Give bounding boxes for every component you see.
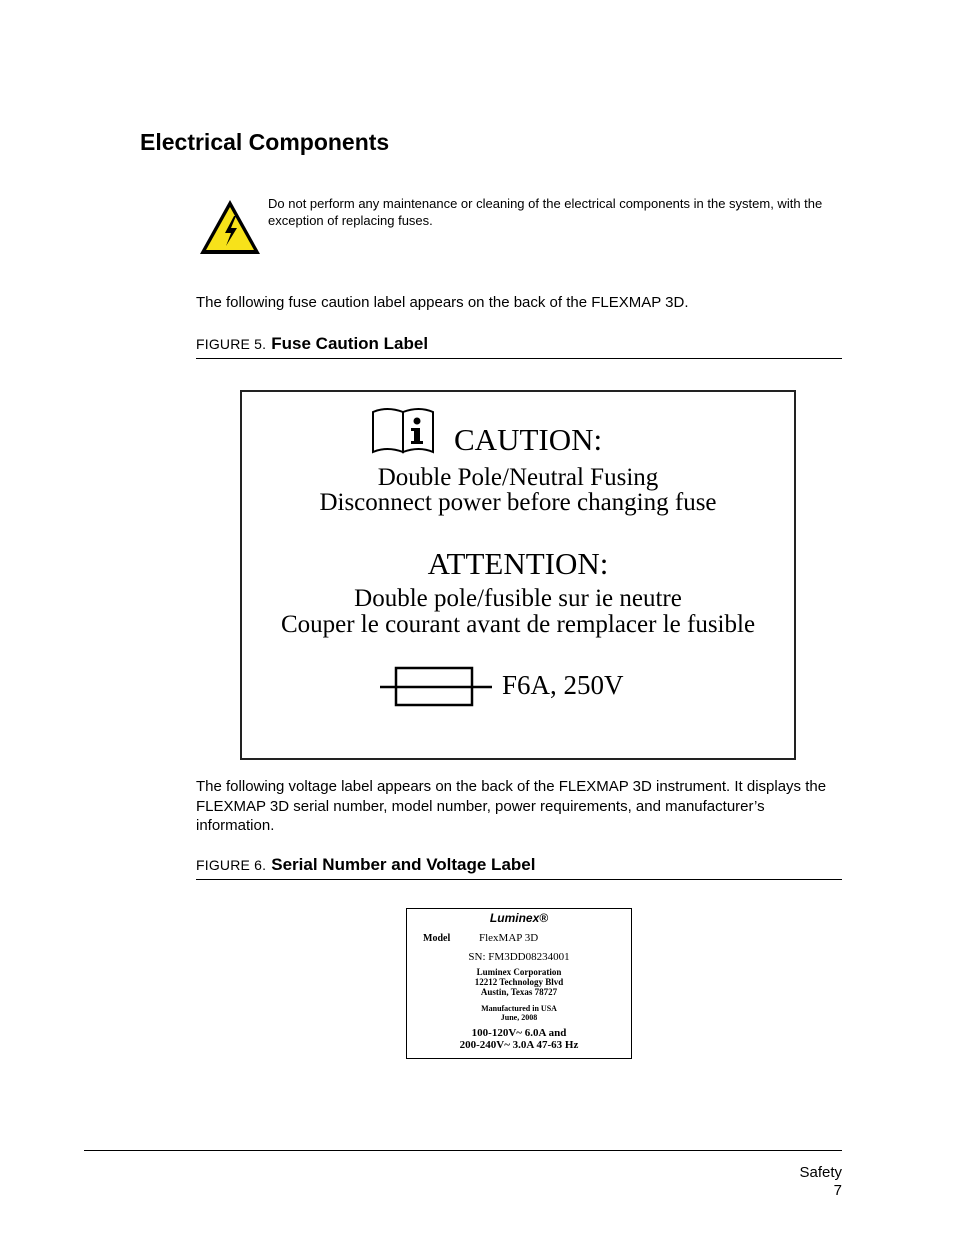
caution-line-2: Disconnect power before changing fuse — [319, 489, 717, 516]
manual-info-icon — [370, 406, 436, 456]
address-line-2: Austin, Texas 78727 — [480, 987, 558, 997]
figure-title: Serial Number and Voltage Label — [271, 855, 536, 874]
electrical-hazard-icon — [197, 197, 263, 257]
figure-number: FIGURE 5. — [196, 336, 267, 352]
fuse-label-intro: The following fuse caution label appears on the back of the FLEXMAP 3D. — [196, 294, 689, 311]
serial-voltage-label — [406, 908, 632, 1059]
attention-line-2: Couper le courant avant de remplacer le fusible — [280, 611, 756, 638]
attention-line-1: Double pole/fusible sur ie neutre — [354, 585, 682, 612]
page-number: 7 — [833, 1182, 842, 1199]
model-label: Model — [423, 933, 451, 944]
voltage-label-intro: The following voltage label appears on the back of the FLEXMAP 3D instrument. It displays the FLEXMAP 3D serial number, model number, power requirements, and manufacturer’s information. — [196, 778, 827, 834]
fuse-symbol-icon — [380, 666, 492, 708]
footer-section: Safety — [799, 1164, 842, 1181]
figure-title: Fuse Caution Label — [271, 334, 429, 353]
attention-heading: ATTENTION: — [427, 546, 609, 581]
figure-6-caption — [196, 855, 842, 880]
caution-line-1: Double Pole/Neutral Fusing — [377, 464, 659, 491]
figure-5-caption — [196, 334, 842, 359]
caution-heading: CAUTION: — [454, 422, 603, 457]
fuse-caution-label — [240, 390, 796, 760]
fuse-rating: F6A, 250V — [502, 670, 624, 700]
power-line-1: 100-120V~ 6.0A and — [471, 1027, 567, 1039]
manufactured-in: Manufactured in USA — [481, 1004, 557, 1013]
power-line-2: 200-240V~ 3.0A 47-63 Hz — [459, 1039, 579, 1051]
model-value: FlexMAP 3D — [479, 932, 539, 944]
figure-number: FIGURE 6. — [196, 857, 267, 873]
serial-number: SN: FM3DD08234001 — [468, 951, 570, 963]
warning-text: Do not perform any maintenance or cleaning of the electrical components in the system, with the exception of replacing fuses. — [268, 196, 823, 228]
page-title: Electrical Components — [140, 129, 390, 155]
company-name: Luminex Corporation — [476, 967, 562, 977]
footer-divider — [84, 1150, 842, 1151]
brand-logo: Luminex® — [489, 911, 549, 925]
address-line-1: 12212 Technology Blvd — [474, 977, 564, 987]
manufacture-date: June, 2008 — [500, 1013, 538, 1022]
